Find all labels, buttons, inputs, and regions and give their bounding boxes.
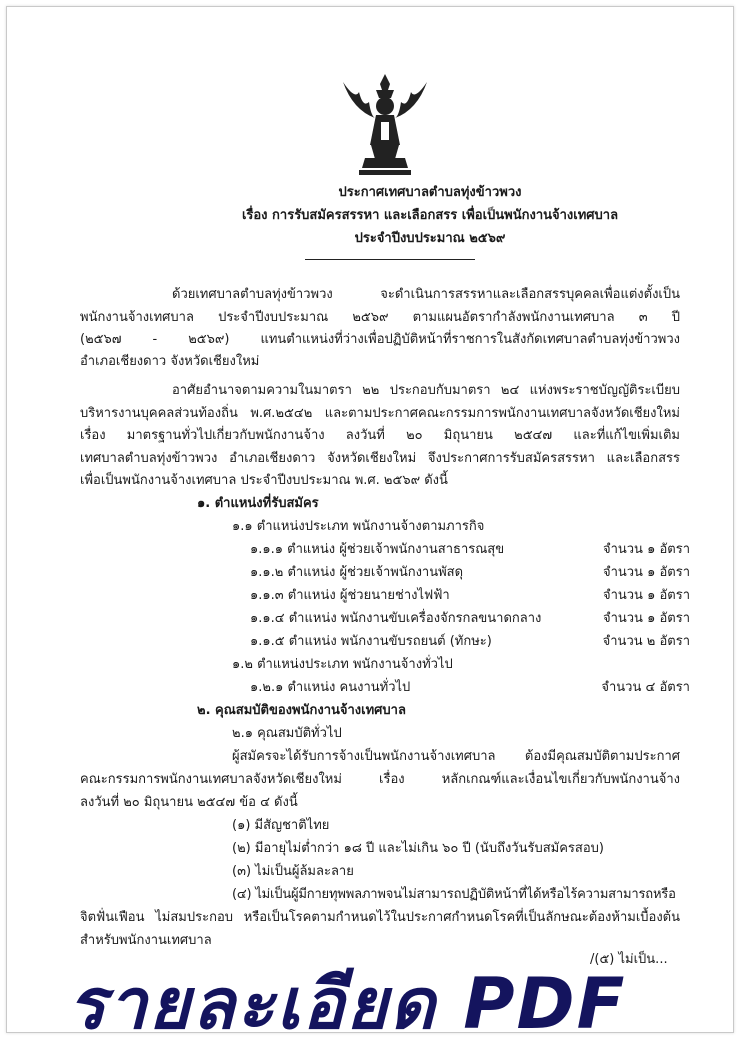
position-row — [250, 633, 690, 651]
position-quantity: จำนวน ๒ อัตรา — [602, 634, 690, 649]
position-row — [250, 564, 690, 582]
text-line: จิตฟั่นเฟือน ไม่สมประกอบ หรือเป็นโรคตามกำหนดไว้ในประกาศกำหนดโรคที่เป็นลักษณะต้องห้ามเบื้องต้น — [80, 910, 680, 925]
position-row — [250, 541, 690, 559]
text-line: คณะกรรมการพนักงานเทศบาลจังหวัดเชียงใหม่ เรื่อง หลักเกณฑ์และเงื่อนไขเกี่ยวกับพนักงานจ้าง — [80, 772, 680, 787]
position-quantity: จำนวน ๑ อัตรา — [602, 611, 690, 626]
text-line: เพื่อเป็นพนักงานจ้างเทศบาล ประจำปีงบประมาณ พ.ศ. ๒๕๖๙ ดังนี้ — [80, 473, 448, 488]
position-quantity: จำนวน ๑ อัตรา — [602, 565, 690, 580]
text-line: อาศัยอำนาจตามความในมาตรา ๒๒ ประกอบกับมาตรา ๒๔ แห่งพระราชบัญญัติระเบียบ — [172, 383, 680, 398]
pdf-details-link[interactable]: รายละเอียด PDF — [68, 963, 627, 1045]
section-heading: ๒. คุณสมบัติของพนักงานจ้างเทศบาล — [197, 703, 406, 718]
text-line: บริหารงานบุคคลส่วนท้องถิ่น พ.ศ.๒๕๔๒ และตามประกาศคณะกรรมการพนักงานเทศบาลจังหวัดเชียงใหม่ — [80, 406, 680, 421]
text-line: สำหรับพนักงานเทศบาล — [80, 933, 212, 948]
text-line: อำเภอเชียงดาว จังหวัดเชียงใหม่ — [80, 354, 260, 369]
title-line-3: ประจำปีงบประมาณ ๒๕๖๙ — [354, 231, 506, 246]
group-heading: ๑.๒ ตำแหน่งประเภท พนักงานจ้างทั่วไป — [232, 657, 453, 672]
position-quantity: จำนวน ๔ อัตรา — [601, 680, 690, 695]
position-item: ๑.๑.๔ ตำแหน่ง พนักงานขับเครื่องจักรกลขนาดกลาง — [250, 611, 542, 626]
text-line: พนักงานจ้างเทศบาล ประจำปีงบประมาณ ๒๕๖๙ ตามแผนอัตรากำลังพนักงานเทศบาล ๓ ปี — [80, 310, 680, 325]
title-divider — [305, 259, 475, 260]
position-item: ๑.๑.๕ ตำแหน่ง พนักงานขับรถยนต์ (ทักษะ) — [250, 634, 492, 649]
position-quantity: จำนวน ๑ อัตรา — [602, 542, 690, 557]
text-line: ผู้สมัครจะได้รับการจ้างเป็นพนักงานจ้างเทศบาล ต้องมีคุณสมบัติตามประกาศ — [232, 749, 680, 764]
position-item: ๑.๒.๑ ตำแหน่ง คนงานทั่วไป — [250, 680, 411, 695]
text-line: เทศบาลตำบลทุ่งข้าวพวง อำเภอเชียงดาว จังหวัดเชียงใหม่ จึงประกาศการรับสมัครสรรหา และเลือกสรร — [80, 451, 680, 466]
qualification-item: (๓) ไม่เป็นผู้ล้มละลาย — [232, 864, 354, 879]
qualification-item: (๔) ไม่เป็นผู้มีกายทุพพลภาพจนไม่สามารถปฏิบัติหน้าที่ได้หรือไร้ความสามารถหรือ — [232, 887, 676, 902]
text-line: (๒๕๖๗ - ๒๕๖๙) แทนตำแหน่งที่ว่างเพื่อปฏิบัติหน้าที่ราชการในสังกัดเทศบาลตำบลทุ่งข้าวพวง — [80, 332, 680, 347]
position-row — [250, 587, 690, 605]
group-heading: ๑.๑ ตำแหน่งประเภท พนักงานจ้างตามภารกิจ — [232, 519, 485, 534]
qualification-item: (๒) มีอายุไม่ต่ำกว่า ๑๘ ปี และไม่เกิน ๖๐ ปี (นับถึงวันรับสมัครสอบ) — [232, 841, 604, 856]
title-line-2: เรื่อง การรับสมัครสรรหา และเลือกสรร เพื่อเป็นพนักงานจ้างเทศบาล — [241, 208, 619, 223]
sub-heading: ๒.๑ คุณสมบัติทั่วไป — [232, 726, 342, 741]
position-item: ๑.๑.๑ ตำแหน่ง ผู้ช่วยเจ้าพนักงานสาธารณสุข — [250, 542, 505, 557]
continuation-note: /(๕) ไม่เป็น... — [590, 952, 668, 967]
qualification-item: (๑) มีสัญชาติไทย — [232, 818, 330, 833]
position-row — [250, 610, 690, 628]
position-quantity: จำนวน ๑ อัตรา — [602, 588, 690, 603]
title-line-1: ประกาศเทศบาลตำบลทุ่งข้าวพวง — [338, 185, 522, 200]
position-row — [250, 679, 690, 697]
garuda-emblem-icon — [335, 70, 435, 180]
position-item: ๑.๑.๓ ตำแหน่ง ผู้ช่วยนายช่างไฟฟ้า — [250, 588, 450, 603]
position-item: ๑.๑.๒ ตำแหน่ง ผู้ช่วยเจ้าพนักงานพัสดุ — [250, 565, 464, 580]
section-heading: ๑. ตำแหน่งที่รับสมัคร — [197, 496, 319, 511]
text-line: ลงวันที่ ๒๐ มิถุนายน ๒๕๔๗ ข้อ ๔ ดังนี้ — [80, 795, 298, 810]
text-line: ด้วยเทศบาลตำบลทุ่งข้าวพวง จะดำเนินการสรรหาและเลือกสรรบุคคลเพื่อแต่งตั้งเป็น — [172, 287, 680, 302]
text-line: เรื่อง มาตรฐานทั่วไปเกี่ยวกับพนักงานจ้าง ลงวันที่ ๒๐ มิถุนายน ๒๕๔๗ และที่แก้ไขเพิ่มเติม — [80, 428, 680, 443]
